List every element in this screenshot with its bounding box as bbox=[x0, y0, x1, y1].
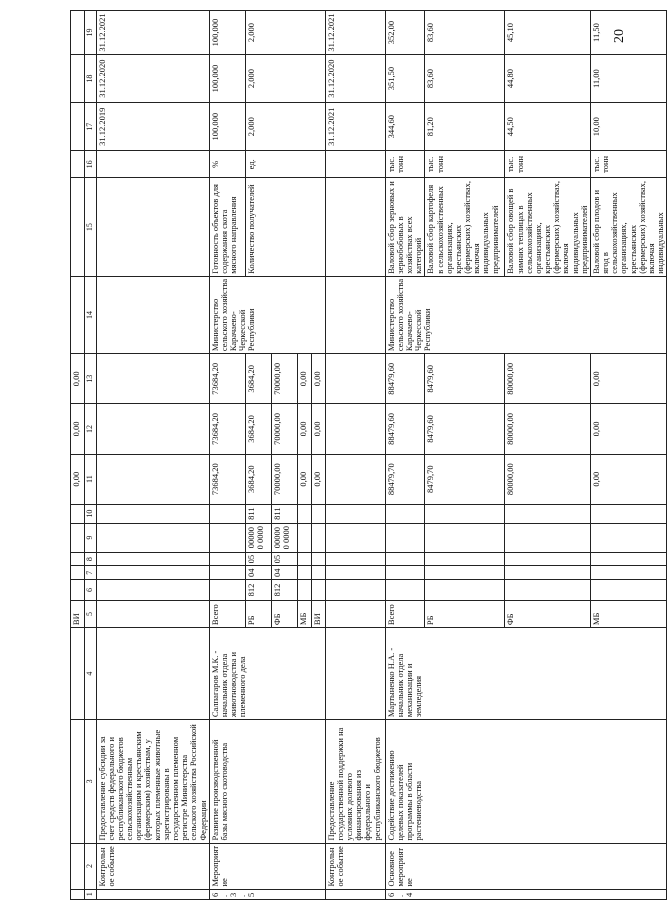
amount-cell: 70000,00 bbox=[271, 354, 297, 404]
indicator-value-cell: 100,000 bbox=[209, 11, 245, 55]
column-number: 8 bbox=[85, 552, 97, 566]
top-value-cell: 0,00 bbox=[71, 404, 85, 454]
date-cell: 31.12.2020 bbox=[96, 55, 209, 103]
code-cell: 811 bbox=[271, 504, 297, 523]
date-cell: 31.12.2021 bbox=[325, 103, 385, 151]
column-number: 11 bbox=[85, 454, 97, 504]
amount-cell: 73684,20 bbox=[209, 454, 245, 504]
column-number: 16 bbox=[85, 151, 97, 178]
code-cell bbox=[209, 523, 245, 552]
amount-cell: 3684,20 bbox=[245, 454, 271, 504]
executor-cell: Министерство сельского хозяйства Карачаево-Черкесской Республики bbox=[385, 276, 667, 353]
document-page bbox=[70, 10, 666, 900]
top-continuation-row bbox=[71, 11, 85, 900]
code-cell: 812 bbox=[271, 580, 297, 601]
indicator-value-cell: 100,000 bbox=[209, 55, 245, 103]
code-cell: 811 bbox=[245, 504, 271, 523]
column-number: 14 bbox=[85, 276, 97, 353]
code-cell: 000000 0000 bbox=[245, 523, 271, 552]
column-number: 15 bbox=[85, 178, 97, 276]
amount-cell: 0,00 bbox=[590, 454, 666, 504]
code-cell bbox=[209, 566, 245, 580]
column-number: 17 bbox=[85, 103, 97, 151]
executor-cell: Министерство сельского хозяйства Карачаево-Черкесской Республики bbox=[209, 276, 325, 353]
indicator-value-cell: 344,60 bbox=[385, 103, 425, 151]
amount-cell: 0,00 bbox=[590, 404, 666, 454]
code-cell: 05 bbox=[271, 552, 297, 566]
column-number: 19 bbox=[85, 11, 97, 55]
amount-cell: 8479,70 bbox=[425, 454, 505, 504]
indicator-name-cell: Готовность объектов для содержания скота мясного направления bbox=[209, 178, 245, 276]
column-number: 2 bbox=[85, 843, 97, 889]
column-number: 7 bbox=[85, 566, 97, 580]
amount-cell: 70000,00 bbox=[271, 404, 297, 454]
control-event-row bbox=[96, 11, 209, 900]
indicator-value-cell: 2,000 bbox=[245, 55, 325, 103]
event-description-cell: Предоставление субсидии за счет средств федерального и республиканского бюджетов сельскохозяйственным организациям и крестьянским (фермерским) хозяйствам, у которых племенные животные зарегистрированы в государственном племенном регистре Министерства сельского хозяйства Российской Федерации bbox=[96, 720, 209, 843]
event-type-cell: Контрольное событие bbox=[325, 843, 385, 889]
indicator-name-cell: Валовой сбор зерновых и зернобобовых в хозяйствах всех категорий bbox=[385, 178, 425, 276]
fin-source-cell: МБ bbox=[297, 600, 311, 627]
column-number: 4 bbox=[85, 628, 97, 720]
amount-cell: 80000,00 bbox=[505, 454, 591, 504]
amount-cell: 88479,60 bbox=[385, 354, 425, 404]
rotated-table-container bbox=[70, 10, 666, 900]
amount-cell: 73684,20 bbox=[209, 354, 245, 404]
event-type-cell: Контрольное событие bbox=[96, 843, 209, 889]
column-numbers-row bbox=[85, 11, 97, 900]
indicator-value-cell: 352,00 bbox=[385, 11, 425, 55]
indicator-value-cell: 83,60 bbox=[425, 11, 505, 55]
column-number: 12 bbox=[85, 404, 97, 454]
top-value-cell: 0,00 bbox=[71, 454, 85, 504]
fin-source-cell: МБ bbox=[590, 600, 666, 627]
fin-source-cell: РБ bbox=[245, 600, 271, 627]
indicator-value-cell: 2,000 bbox=[245, 11, 325, 55]
code-cell bbox=[209, 580, 245, 601]
top-source-cell: ВИ bbox=[71, 600, 85, 627]
amount-cell: 0,00 bbox=[590, 354, 666, 404]
amount-cell: 88479,70 bbox=[385, 454, 425, 504]
indicator-value-cell: 100,000 bbox=[209, 103, 245, 151]
amount-cell: 80000,00 bbox=[505, 404, 591, 454]
amount-cell: 0,00 bbox=[311, 454, 325, 504]
code-cell bbox=[209, 504, 245, 523]
program-plan-table bbox=[70, 10, 667, 900]
indicator-unit-cell: тыс. тонн bbox=[425, 151, 505, 178]
top-value-cell: 0,00 bbox=[71, 354, 85, 404]
fin-source-cell: ВИ bbox=[311, 600, 325, 627]
amount-cell: 0,00 bbox=[297, 454, 311, 504]
column-number: 1 bbox=[85, 889, 97, 899]
amount-cell: 0,00 bbox=[297, 404, 311, 454]
amount-cell: 88479,60 bbox=[385, 404, 425, 454]
indicator-value-cell: 2,000 bbox=[245, 103, 325, 151]
indicator-value-cell: 44,80 bbox=[505, 55, 591, 103]
date-cell: 31.12.2019 bbox=[96, 103, 209, 151]
item-name-cell: Содействие достижению целевых показателей программы в области растениеводства bbox=[385, 720, 667, 843]
indicator-value-cell: 81,20 bbox=[425, 103, 505, 151]
amount-cell: 73684,20 bbox=[209, 404, 245, 454]
amount-cell: 8479,60 bbox=[425, 404, 505, 454]
indicator-value-cell: 83,60 bbox=[425, 55, 505, 103]
code-cell bbox=[209, 552, 245, 566]
indicator-value-cell: 45,10 bbox=[505, 11, 591, 55]
column-number: 6 bbox=[85, 580, 97, 601]
item-type-cell: Основное мероприятие bbox=[385, 843, 667, 889]
responsible-person-cell: Салпагаров М.К. - начальник отдела животноводства и племенного дела bbox=[209, 628, 325, 720]
measure-row-64 bbox=[385, 11, 425, 900]
code-cell: 000000 0000 bbox=[271, 523, 297, 552]
column-number: 5 bbox=[85, 600, 97, 627]
item-name-cell: Развитие производственной базы мясного скотоводства bbox=[209, 720, 325, 843]
indicator-value-cell: 11,50 bbox=[590, 11, 666, 55]
code-cell: 04 bbox=[245, 566, 271, 580]
indicator-unit-cell: ед. bbox=[245, 151, 325, 178]
column-number: 10 bbox=[85, 504, 97, 523]
amount-cell: 70000,00 bbox=[271, 454, 297, 504]
amount-cell: 0,00 bbox=[311, 354, 325, 404]
amount-cell: 3684,20 bbox=[245, 354, 271, 404]
item-number-cell: 6.4 bbox=[385, 889, 667, 899]
indicator-unit-cell: % bbox=[209, 151, 245, 178]
page-number: 20 bbox=[612, 29, 627, 43]
code-cell: 04 bbox=[271, 566, 297, 580]
fin-source-cell: ФБ bbox=[271, 600, 297, 627]
amount-cell: 8479,60 bbox=[425, 354, 505, 404]
indicator-value-cell: 351,50 bbox=[385, 55, 425, 103]
indicator-name-cell: Валовой сбор плодов и ягод в сельскохозяйственных организациях, крестьянских (фермерских) хозяйствах, включая индивидуальных bbox=[590, 178, 666, 276]
fin-source-cell: РБ bbox=[425, 600, 505, 627]
column-number: 3 bbox=[85, 720, 97, 843]
indicator-name-cell: Валовой сбор картофеля в сельскохозяйственных организациях, крестьянских (фермерских) хозяйствах, включая индивидуальных предпринимателей bbox=[425, 178, 505, 276]
column-number: 9 bbox=[85, 523, 97, 552]
date-cell: 31.12.2021 bbox=[96, 11, 209, 55]
measure-row-635 bbox=[209, 11, 245, 900]
indicator-unit-cell: тыс. тонн bbox=[590, 151, 666, 178]
indicator-name-cell: Валовой сбор овощей в зимних теплицах в сельскохозяйственных организациях, крестьянских (фермерских) хозяйствах, включая индивидуальных предпринимателей bbox=[505, 178, 591, 276]
fin-source-cell: Всего bbox=[385, 600, 425, 627]
control-event-row bbox=[325, 11, 385, 900]
indicator-value-cell: 44,50 bbox=[505, 103, 591, 151]
code-cell: 05 bbox=[245, 552, 271, 566]
indicator-value-cell: 10,00 bbox=[590, 103, 666, 151]
amount-cell: 3684,20 bbox=[245, 404, 271, 454]
item-type-cell: Мероприятие bbox=[209, 843, 325, 889]
date-cell: 31.12.2020 bbox=[325, 55, 385, 103]
fin-source-cell: ФБ bbox=[505, 600, 591, 627]
fin-source-cell: Всего bbox=[209, 600, 245, 627]
amount-cell: 0,00 bbox=[311, 404, 325, 454]
indicator-name-cell: Количество получателей bbox=[245, 178, 325, 276]
column-number: 18 bbox=[85, 55, 97, 103]
amount-cell: 0,00 bbox=[297, 354, 311, 404]
indicator-unit-cell: тыс. тонн bbox=[385, 151, 425, 178]
item-number-cell: 6.3.5 bbox=[209, 889, 325, 899]
amount-cell: 80000,00 bbox=[505, 354, 591, 404]
indicator-value-cell: 11,00 bbox=[590, 55, 666, 103]
event-description-cell: Предоставление государственной поддержки на условиях долевого финансирования из федерального и республиканского бюджетов bbox=[325, 720, 385, 843]
responsible-person-cell: Мартыненко Н.А. - начальник отдела механизации и земледелия bbox=[385, 628, 667, 720]
code-cell: 812 bbox=[245, 580, 271, 601]
indicator-unit-cell: тыс. тонн bbox=[505, 151, 591, 178]
column-number: 13 bbox=[85, 354, 97, 404]
date-cell: 31.12.2021 bbox=[325, 11, 385, 55]
